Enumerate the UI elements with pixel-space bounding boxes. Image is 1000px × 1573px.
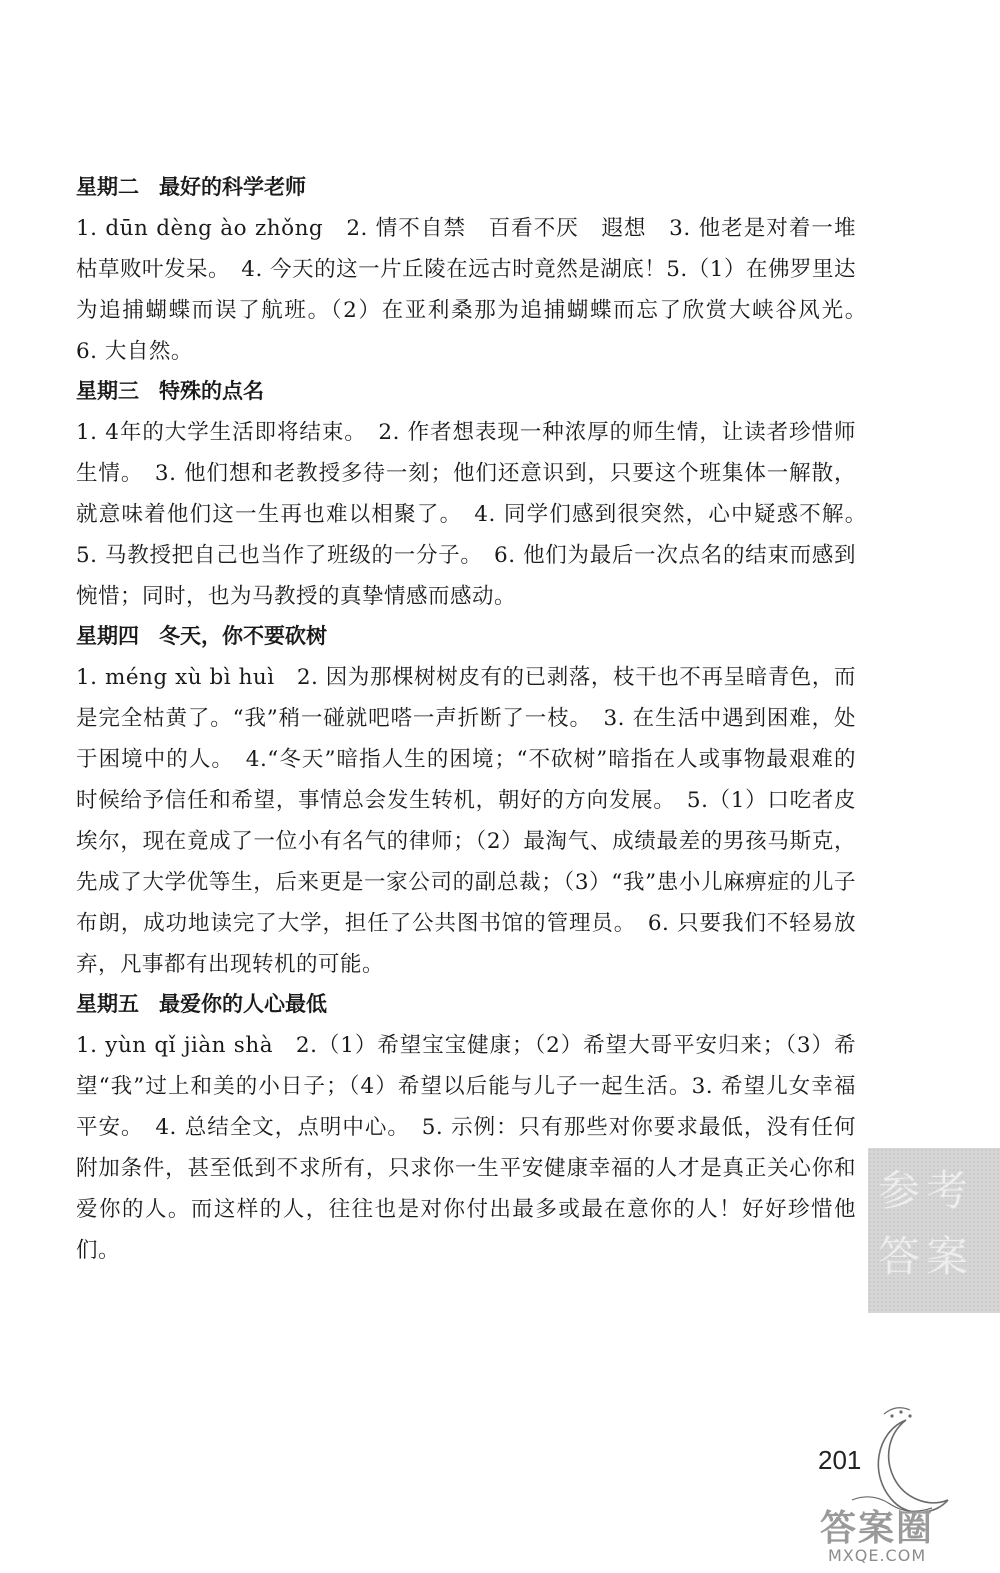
section-title bbox=[76, 376, 856, 406]
section-tuesday bbox=[76, 172, 879, 372]
answer-key-side-tab bbox=[868, 1148, 1000, 1313]
day-label: 星期五 bbox=[76, 992, 139, 1016]
answer-text: 1. dūn dèng ào zhǒng 2. 情不自禁 百看不厌 遐想 3. 他老是对着一堆枯草败叶发呆。 4. 今天的这一片丘陵在远古时竟然是湖底！5.（1）在佛罗里达为追捕蝴蝶而误了航班。（2）在亚利桑那为追捕蝴蝶而忘了欣赏大峡谷风光。 6. 大自然。 bbox=[76, 216, 879, 364]
section-wednesday bbox=[76, 376, 879, 617]
section-friday bbox=[76, 989, 856, 1271]
answer-text: 1. 4年的大学生活即将结束。 2. 作者想表现一种浓厚的师生情，让读者珍惜师生情。 3. 他们想和老教授多待一刻；他们还意识到，只要这个班集体一解散，就意味着他们这一生再也难以相聚了。 4. 同学们感到很突然，心中疑惑不解。 5. 马教授把自己也当作了班级的一分子。 6. 他们为最后一次点名的结束而感到惋惜；同时，也为马教授的真挚情感而感动。 bbox=[76, 420, 879, 609]
article-title: 最爱你的人心最低 bbox=[159, 992, 327, 1016]
answer-text: 1. méng xù bì huì 2. 因为那棵树树皮有的已剥落，枝干也不再呈暗青色，而是完全枯黄了。“我”稍一碰就吧嗒一声折断了一枝。 3. 在生活中遇到困难，处于困境中的人。 4.“冬天”暗指人生的困境；“不砍树”暗指在人或事物最艰难的时候给予信任和希望，事情总会发生转机，朝好的方向发展。 5.（1）口吃者皮埃尔，现在竟成了一位小有名气的律师；（2）最淘气、成绩最差的男孩马斯克，先成了大学优等生，后来更是一家公司的副总裁；（3）“我”患小儿麻痹症的儿子布朗，成功地读完了大学，担任了公共图书馆的管理员。 6. 只要我们不轻易放弃，凡事都有出现转机的可能。 bbox=[76, 665, 856, 977]
answer-text: 1. yùn qǐ jiàn shà 2.（1）希望宝宝健康；（2）希望大哥平安归来；（3）希望“我”过上和美的小日子；（4）希望以后能与儿子一起生活。3. 希望儿女幸福平安。 4. 总结全文，点明中心。 5. 示例：只有那些对你要求最低，没有任何附加条件，甚至低到不求所有，只求你一生平安健康幸福的人才是真正关心你和爱你的人。而这样的人，往往也是对你付出最多或最在意你的人！好好珍惜他们。 bbox=[76, 1033, 856, 1263]
watermark bbox=[820, 1500, 995, 1570]
day-label: 星期二 bbox=[76, 175, 139, 199]
article-title: 最好的科学老师 bbox=[159, 175, 306, 199]
answer-content bbox=[76, 168, 879, 1273]
page-number: 201 bbox=[818, 1445, 862, 1475]
side-tab-label: 参考答案 bbox=[878, 1166, 975, 1281]
article-title: 特殊的点名 bbox=[159, 379, 264, 403]
watermark-logo: 答案圈 bbox=[820, 1508, 935, 1549]
day-label: 星期四 bbox=[76, 624, 139, 648]
section-title bbox=[76, 621, 856, 651]
day-label: 星期三 bbox=[76, 379, 139, 403]
section-thursday bbox=[76, 621, 856, 985]
article-title: 冬天，你不要砍树 bbox=[159, 624, 327, 648]
section-title bbox=[76, 172, 856, 202]
section-title bbox=[76, 989, 856, 1019]
watermark-url: MXQE.COM bbox=[828, 1546, 927, 1565]
